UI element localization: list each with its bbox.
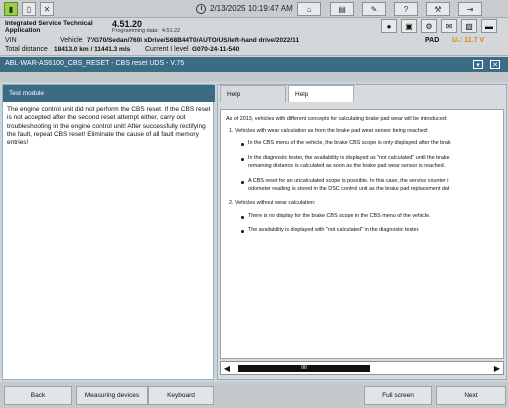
back-button[interactable]: Back [4,386,72,405]
bullet-icon [241,230,244,233]
help-content [220,109,504,359]
pad-label: PAD [425,37,440,44]
help-bullet-4: There is no display for the brake CBS scope in the CBS menu of the vehicle. [248,213,431,219]
vehicle-label: Vehicle [60,37,83,44]
bullet-icon [241,143,244,146]
print-icon[interactable]: ▤ [330,2,354,16]
help-bullet-3a: A CBS reset for an uncalculated scope is possible. In this case, the service counter i [248,178,449,184]
vin-label: VIN [5,37,17,44]
tab-help-2[interactable]: Help [288,85,354,102]
programming-date [112,28,180,34]
battery-voltage: U₁: 11.7 V [452,37,485,44]
test-module-message: The engine control unit did not perform the CBS reset. If the CBS reset is not accepted after the second reset attempt either, carry out troubleshooting in the engine control unit! After successfully rectifying the fault, repeat CBS reset! Eliminate the cause of all fault memory entries! [7,106,211,147]
bullet-icon [241,181,244,184]
help-bullet-2b: remaining distance is calculated as soon as the brake pad wear sensor is reached. [248,163,446,169]
tab-help-1[interactable]: Help [220,85,286,102]
mail-icon[interactable]: ✉ [441,19,457,33]
distance-label: Total distance [5,46,48,53]
app-name [5,20,105,34]
person-icon[interactable]: ● [381,19,397,33]
distance-value: 18413.0 km / 11441.3 mls [54,46,131,53]
datetime: 2/13/2025 10:19:47 AM [210,4,293,13]
minimize-icon[interactable]: ▬ [481,19,497,33]
tools-icon[interactable]: ⚒ [426,2,450,16]
help-bullet-3b: odometer reading is stored in the DSC control unit as the brake pad replacement dat [248,186,450,192]
scroll-left-icon[interactable]: ◀ [223,364,231,373]
bullet-icon [241,216,244,219]
display-icon[interactable]: ▣ [401,19,417,33]
version: 4.51.20 [112,19,143,29]
top-toolbar [0,0,508,18]
menu-icon[interactable]: ▮ [4,2,18,16]
settings-icon[interactable]: ⚙ [421,19,437,33]
app-name-line2: Application [5,27,41,34]
window-title: ABL-WAR-AS6100_CBS_RESET - CBS reset UDS - V.75 [5,60,185,67]
programming-date-value: 4.51.22 [161,28,181,34]
image-icon[interactable]: ▧ [461,19,477,33]
full-screen-button[interactable]: Full screen [364,386,432,405]
tab-test-module[interactable]: Test module [3,85,215,102]
scroll-thumb[interactable]: IIII [238,365,370,372]
programming-date-label: Programming data: [112,28,159,34]
scroll-right-icon[interactable]: ▶ [493,364,501,373]
dropdown-icon[interactable]: ▾ [473,60,483,69]
vehicle-info-bar [0,35,508,56]
help-item-1: 1. Vehicles with wear calculation as from the brake pad wear sensor being reached: [229,128,429,134]
help-icon[interactable]: ? [394,2,418,16]
help-bullet-2a: In the diagnostic tester, the availability is displayed as "not calculated" until the brake [248,155,450,161]
spacer [0,72,508,82]
help-bullet-5: The availability is displayed with "not calculated" in the diagnostic tester. [248,227,420,233]
close-x-icon[interactable]: ✕ [40,2,54,16]
exit-icon[interactable]: ⇥ [458,2,482,16]
help-intro: As of 2013, vehicles with different concepts for calculating brake pad wear will be introduced: [226,116,448,122]
bottom-button-bar [0,382,508,408]
app-name-line1: Integrated Service Technical [5,20,93,27]
ilevel-label: Current I level [145,46,189,53]
second-tab-icon[interactable]: ▯ [22,2,36,16]
clock-icon [196,4,206,14]
window-title-bar [0,57,508,72]
help-bullet-1: In the CBS menu of the vehicle, the brake CBS scope is only displayed after the brak [248,140,451,146]
keyboard-button[interactable]: Keyboard [148,386,214,405]
ilevel-value: G070-24-11-540 [192,46,240,53]
vehicle-value: 7'/G70/Sedan/760i xDrive/S68B44T0/AUTO/US/left-hand drive/2022/11 [87,37,300,44]
measuring-devices-button[interactable]: Measuring devices [76,386,148,405]
window-close-icon[interactable]: ✕ [490,60,500,69]
help-panel [217,84,507,380]
wrench-icon[interactable]: ✎ [362,2,386,16]
help-item-2: 2. Vehicles without wear calculation: [229,200,316,206]
test-module-panel [2,84,214,380]
home-icon[interactable]: ⌂ [297,2,321,16]
horizontal-scrollbar[interactable] [220,361,504,375]
bullet-icon [241,158,244,161]
next-button[interactable]: Next [436,386,506,405]
